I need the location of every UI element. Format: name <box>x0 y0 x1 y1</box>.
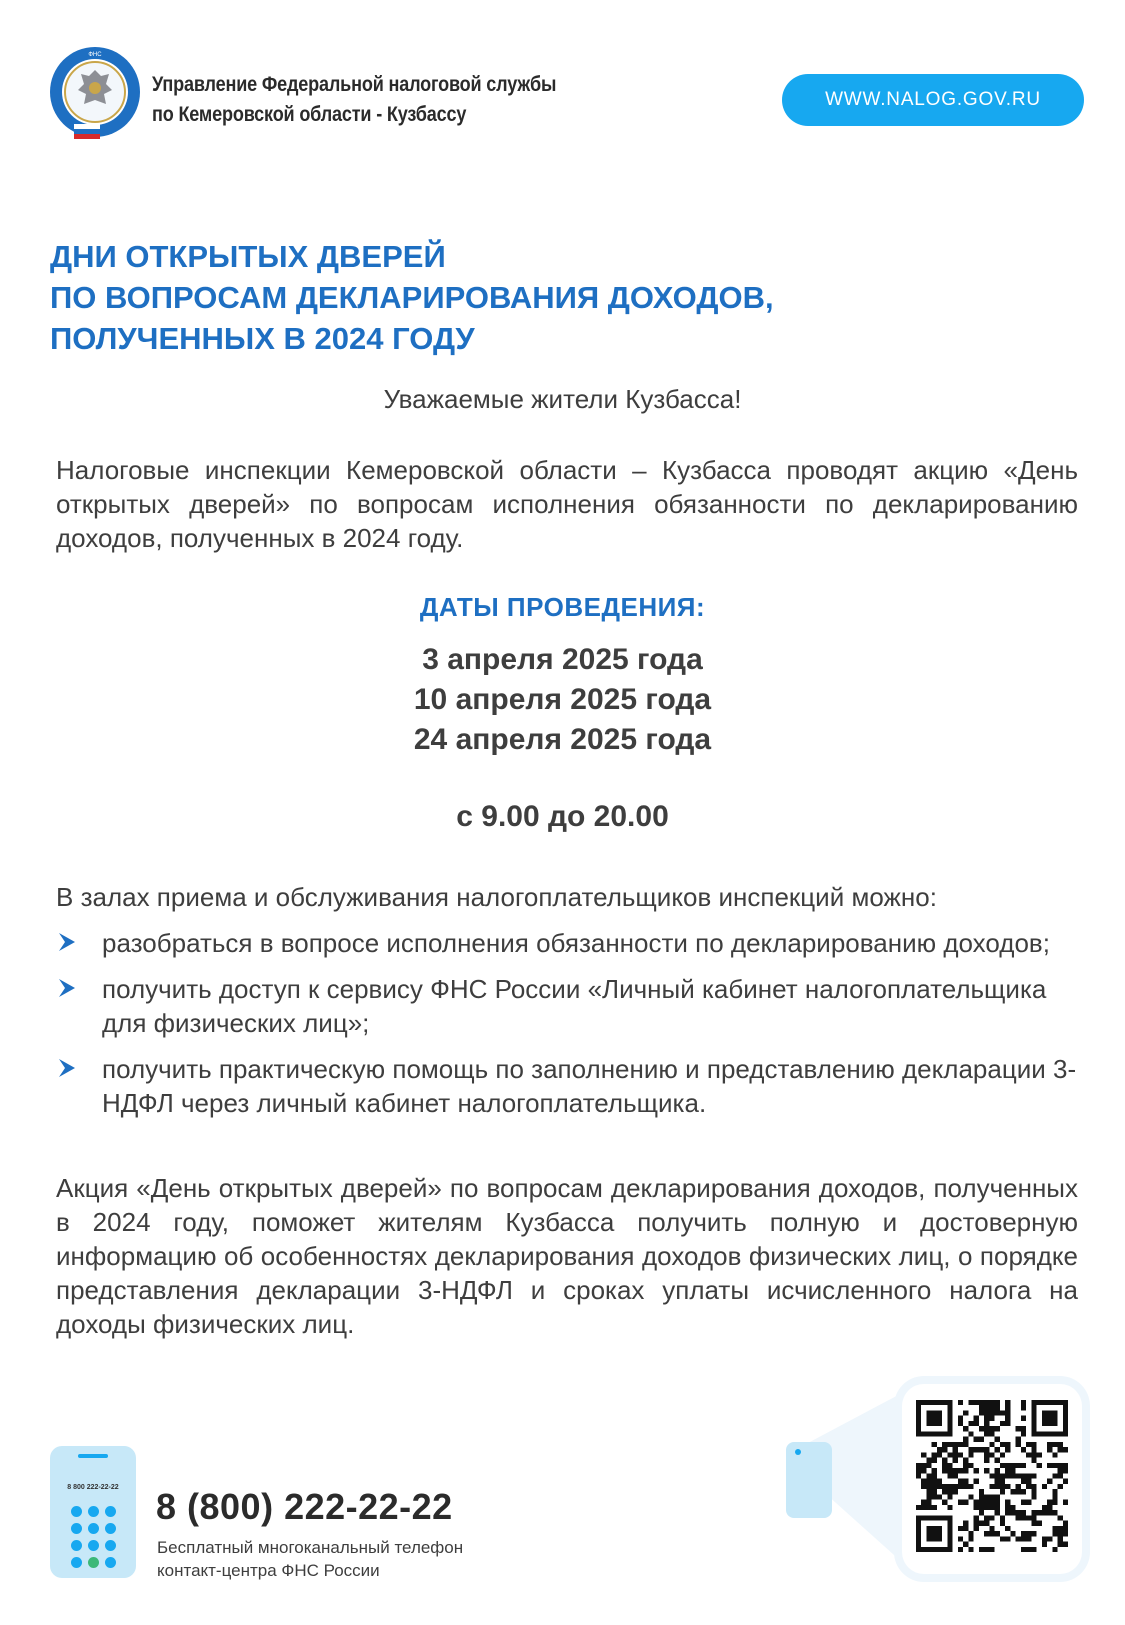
dates-list <box>0 640 1125 760</box>
keypad-dot <box>88 1523 99 1534</box>
list-item <box>56 926 1086 960</box>
intro-paragraph: Налоговые инспекции Кемеровской области – Кузбасса проводят акцию «День открытых дверей» по вопросам исполнения обязанности по декларированию доходов, полученных в 2024 году. <box>56 455 1078 553</box>
list-item-text: получить доступ к сервису ФНС России «Личный кабинет налогоплательщика для физических лиц»; <box>102 974 1047 1038</box>
organization-name <box>152 70 556 130</box>
services-intro: В залах приема и обслуживания налогоплательщиков инспекций можно: <box>56 882 937 912</box>
page-title <box>50 236 1070 359</box>
dates-heading: ДАТЫ ПРОВЕДЕНИЯ: <box>419 592 706 622</box>
keypad-dot <box>71 1557 82 1568</box>
keypad-dot <box>88 1540 99 1551</box>
date-1: 3 апреля 2025 года <box>422 643 703 676</box>
keypad-dot <box>71 1523 82 1534</box>
organization-line-2: по Кемеровской области - Кузбассу <box>152 103 467 126</box>
fns-emblem-icon <box>46 46 144 146</box>
website-link[interactable]: WWW.NALOG.GOV.RU <box>782 74 1084 126</box>
bullet-arrow-icon <box>58 978 76 998</box>
title-line-2: ПО ВОПРОСАМ ДЕКЛАРИРОВАНИЯ ДОХОДОВ, <box>50 280 774 315</box>
greeting: Уважаемые жители Кузбасса! <box>383 384 742 414</box>
event-hours: с 9.00 до 20.00 <box>456 800 669 833</box>
list-item <box>56 972 1086 1040</box>
qr-code-icon[interactable] <box>916 1400 1068 1552</box>
list-item-text: получить практическую помощь по заполнению и представлению декларации 3-НДФЛ через личный кабинет налогоплательщика. <box>102 1054 1077 1118</box>
keypad-dot <box>105 1506 116 1517</box>
qr-block <box>786 1384 1090 1584</box>
bullet-arrow-icon <box>58 932 76 952</box>
phone-scan-illustration <box>786 1384 916 1584</box>
contact-caption-line-1: Бесплатный многоканальный телефон <box>157 1538 464 1557</box>
keypad-call-dot <box>88 1557 99 1568</box>
organization-line-1: Управление Федеральной налоговой службы <box>152 73 557 96</box>
contact-caption <box>157 1536 463 1582</box>
keypad-dot <box>105 1523 116 1534</box>
conclusion-paragraph: Акция «День открытых дверей» по вопросам декларирования доходов, полученных в 2024 году, поможет жителям Кузбасса получить полную и достоверную информацию об особенностях декларирования доходов физических лиц, о порядке представления декларации 3-НДФЛ и сроках уплаты исчисленного налога на доходы физических лиц. <box>56 1173 1078 1339</box>
date-3: 24 апреля 2025 года <box>413 723 712 756</box>
keypad-dot <box>105 1557 116 1568</box>
phone-number-small: 8 800 222-22-22 <box>67 1484 119 1491</box>
phone-speaker <box>78 1454 108 1458</box>
contact-phone[interactable]: 8 (800) 222-22-22 <box>156 1486 453 1527</box>
bullet-arrow-icon <box>58 1058 76 1078</box>
keypad-dot <box>105 1540 116 1551</box>
services-list <box>56 926 1086 1132</box>
svg-text:ФНС: ФНС <box>88 52 102 58</box>
date-2: 10 апреля 2025 года <box>413 683 712 716</box>
contact-caption-line-2: контакт-центра ФНС России <box>157 1561 380 1580</box>
list-item-text: разобраться в вопросе исполнения обязанности по декларированию доходов; <box>102 928 1050 958</box>
keypad-dot <box>71 1506 82 1517</box>
title-line-3: ПОЛУЧЕННЫХ В 2024 ГОДУ <box>50 321 475 356</box>
title-line-1: ДНИ ОТКРЫТЫХ ДВЕРЕЙ <box>50 239 446 274</box>
keypad-dot <box>71 1540 82 1551</box>
keypad-dot <box>88 1506 99 1517</box>
list-item <box>56 1052 1086 1120</box>
phone-icon <box>50 1446 136 1578</box>
